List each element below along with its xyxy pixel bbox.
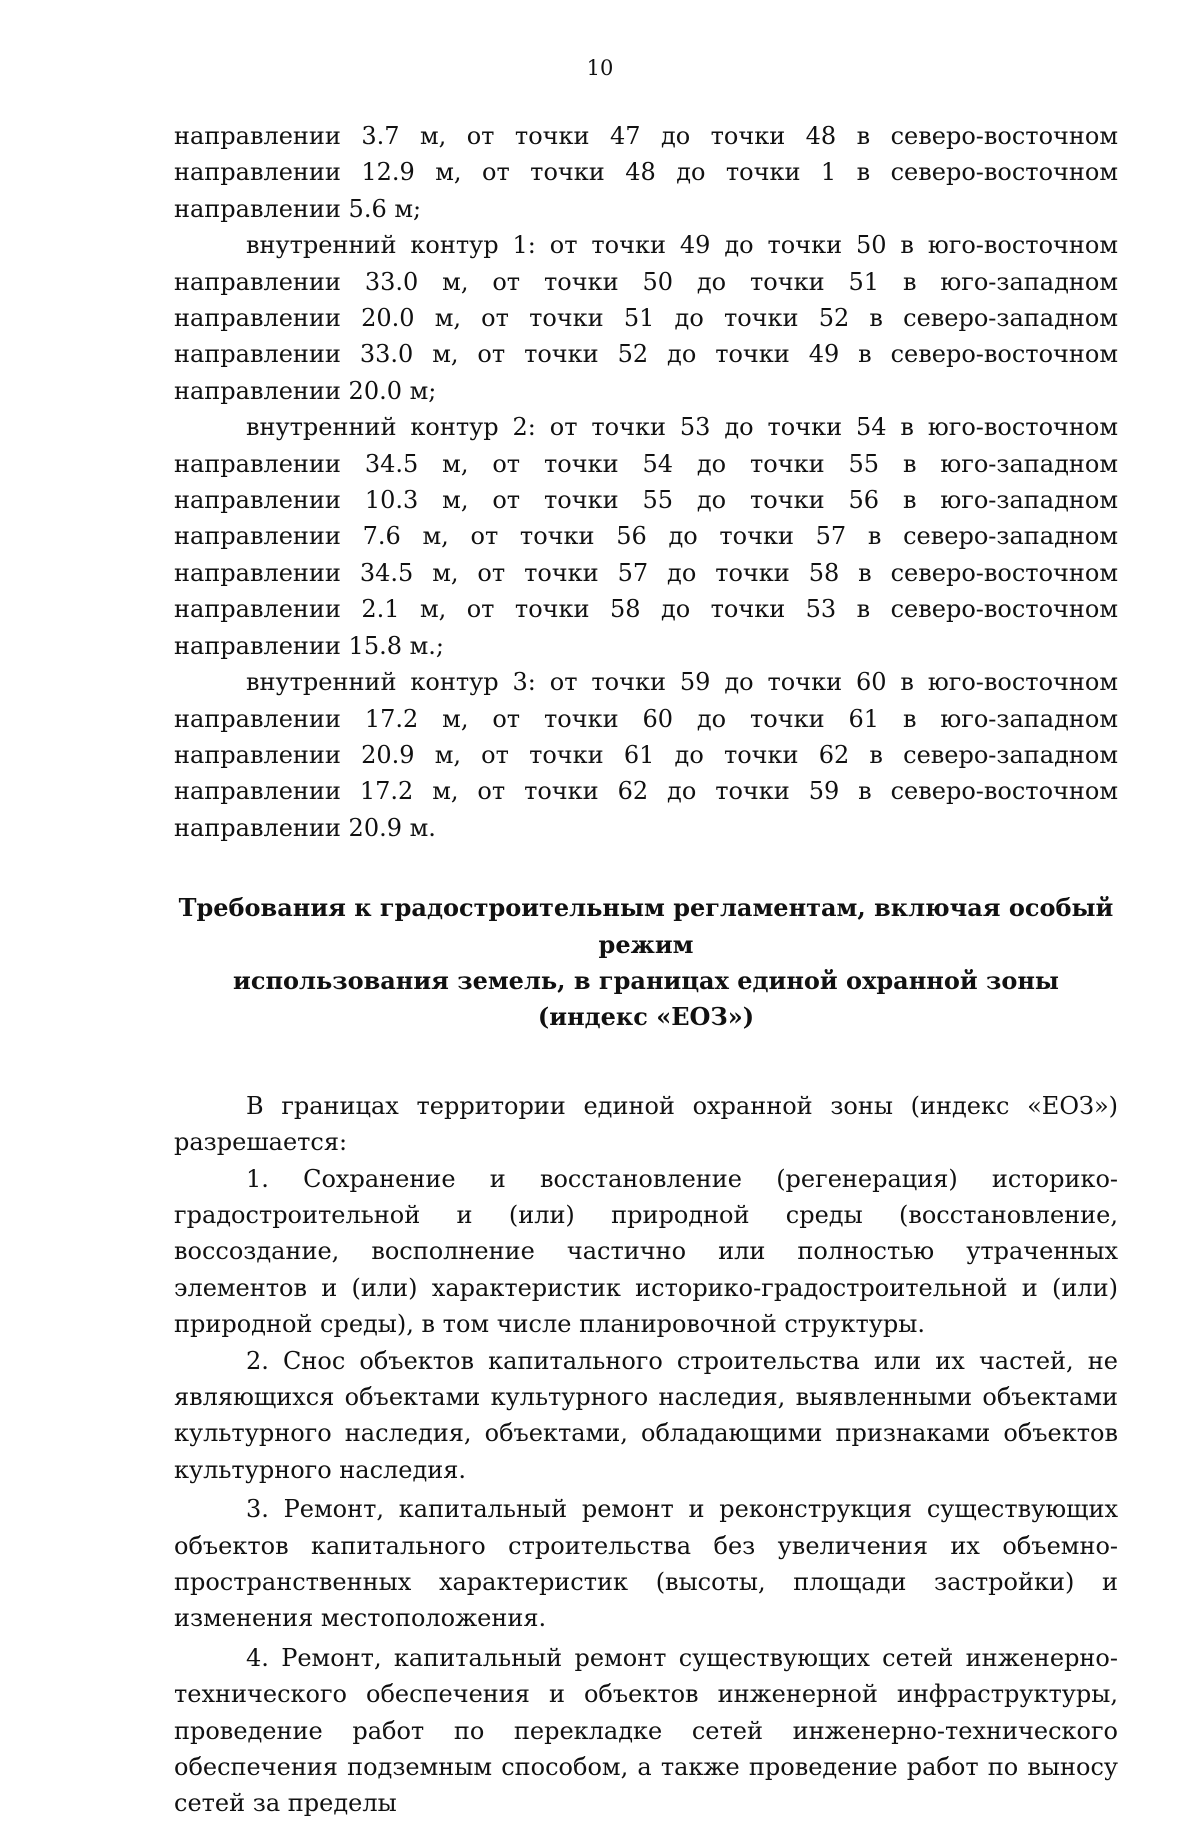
- inner-contour-1-paragraph: внутренний контур 1: от точки 49 до точки 50 в юго-восточном направлении 33.0 м, от точки 50 до точки 51 в юго-западном направлении 20.0 м, от точки 51 до точки 52 в северо-западном направлении 33.0 м, от точки 52 до точки 49 в северо-восточном направлении 20.0 м;: [174, 231, 1118, 405]
- list-item-2: 2. Снос объектов капитального строительства или их частей, не являющихся объектами культурного наследия, выявленными объектами культурного наследия, объектами, обладающими признаками объектов культурного наследия.: [174, 1346, 1118, 1484]
- section-heading-line-1: Требования к градостроительным регламентам, включая особый режим: [178, 893, 1114, 959]
- contour-continuation-paragraph: направлении 3.7 м, от точки 47 до точки 48 в северо-восточном направлении 12.9 м, от точки 48 до точки 1 в северо-восточном направлении 5.6 м;: [174, 122, 1118, 223]
- page-number: 10: [586, 56, 614, 80]
- list-item-4: 4. Ремонт, капитальный ремонт существующих сетей инженерно-технического обеспечения и объектов инженерной инфраструктуры, проведение работ по перекладке сетей инженерно-технического обеспечения подземным способом, а также проведение работ по выносу сетей за пределы: [174, 1643, 1118, 1818]
- document-body: [174, 118, 1118, 1822]
- section-intro-paragraph: В границах территории единой охранной зоны (индекс «ЕОЗ») разрешается:: [174, 1091, 1118, 1157]
- section-body: [174, 1088, 1118, 1822]
- section-heading-line-3: (индекс «ЕОЗ»): [537, 1002, 755, 1032]
- section-heading: [174, 890, 1118, 1036]
- inner-contour-3-paragraph: внутренний контур 3: от точки 59 до точки 60 в юго-восточном направлении 17.2 м, от точки 60 до точки 61 в юго-западном направлении 20.9 м, от точки 61 до точки 62 в северо-западном направлении 17.2 м, от точки 62 до точки 59 в северо-восточном направлении 20.9 м.: [174, 668, 1118, 842]
- section-heading-line-2: использования земель, в границах единой охранной зоны: [233, 965, 1059, 995]
- inner-contour-2-paragraph: внутренний контур 2: от точки 53 до точки 54 в юго-восточном направлении 34.5 м, от точки 54 до точки 55 в юго-западном направлении 10.3 м, от точки 55 до точки 56 в юго-западном направлении 7.6 м, от точки 56 до точки 57 в северо-западном направлении 34.5 м, от точки 57 до точки 58 в северо-восточном направлении 2.1 м, от точки 58 до точки 53 в северо-восточном направлении 15.8 м.;: [174, 413, 1118, 660]
- list-item-3: 3. Ремонт, капитальный ремонт и реконструкция существующих объектов капитального строительства без увеличения их объемно-пространственных характеристик (высоты, площади застройки) и изменения местоположения.: [174, 1495, 1118, 1633]
- list-item-1: 1. Сохранение и восстановление (регенерация) историко-градостроительной и (или) природной среды (восстановление, воссоздание, восполнение частично или полностью утраченных элементов и (или) характеристик историко-градостроительной и (или) природной среды), в том числе планировочной структуры.: [174, 1164, 1118, 1339]
